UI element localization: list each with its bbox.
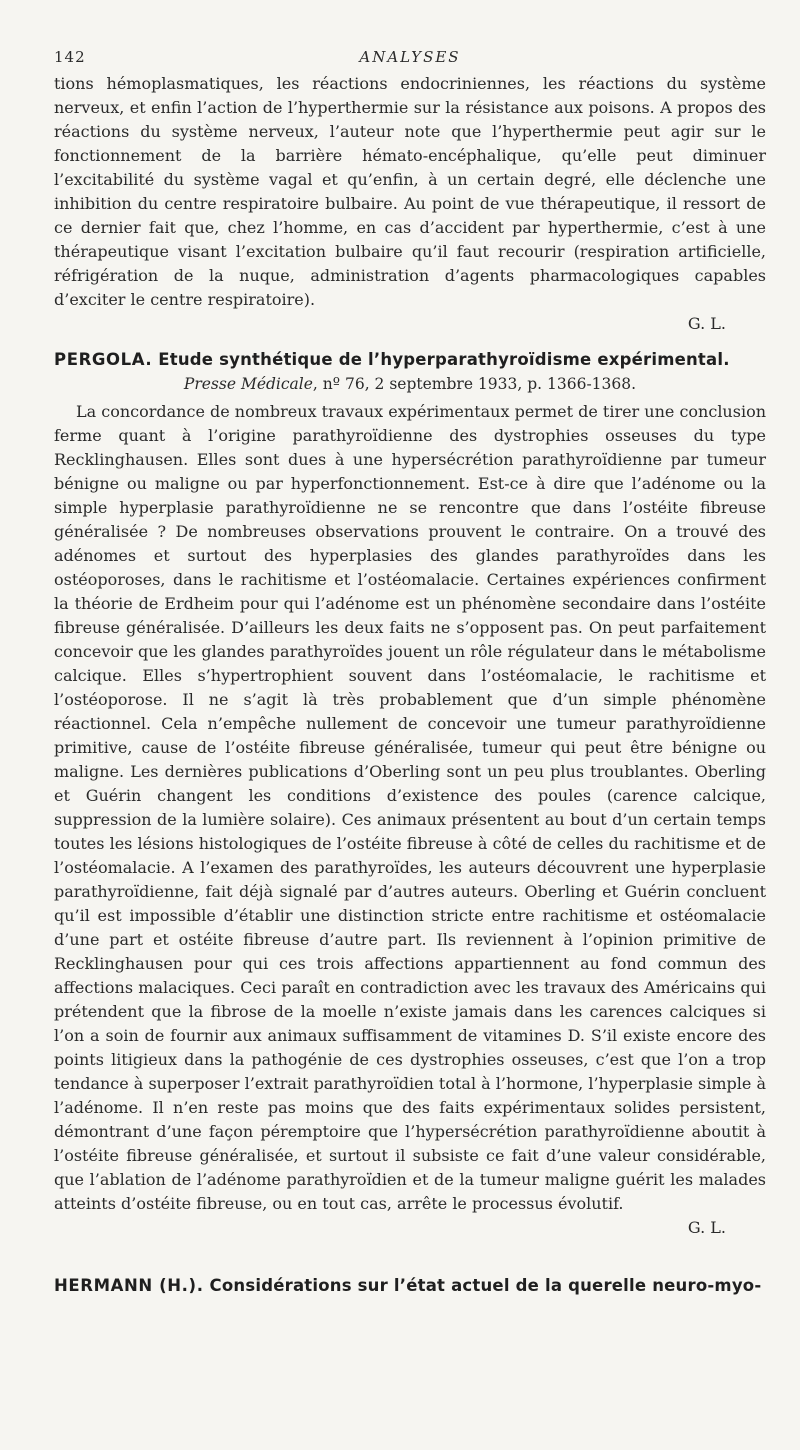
journal-page bbox=[54, 48, 766, 1298]
review-pergola bbox=[54, 348, 766, 1240]
article-heading bbox=[54, 1274, 766, 1298]
review-hyperthermie bbox=[54, 72, 766, 336]
article-author: HERMANN (H.). bbox=[54, 1276, 204, 1295]
running-head bbox=[54, 48, 766, 72]
reviewer-signature: G. L. bbox=[687, 314, 726, 333]
running-title: ANALYSES bbox=[359, 48, 461, 66]
article-title: Etude synthétique de l’hyperparathyroïdisme expérimental. bbox=[158, 350, 730, 369]
article-heading bbox=[54, 348, 766, 372]
journal-name: Presse Médicale bbox=[183, 375, 313, 393]
article-author: PERGOLA. bbox=[54, 350, 153, 369]
article-citation bbox=[54, 372, 766, 396]
reviewer-signature: G. L. bbox=[687, 1218, 726, 1237]
citation-details: , nº 76, 2 septembre 1933, p. 1366-1368. bbox=[312, 375, 637, 393]
review-paragraph: La concordance de nombreux travaux expérimentaux permet de tirer une conclusion ferme quant à l’origine parathyroïdienne des dystrophies osseuses du type Recklinghausen. Elles sont dues à une hypersécrétion parathyroïdienne par tumeur bénigne ou maligne ou par hyperfonctionnement. Est-ce à dire que l’adénome ou la simple hyperplasie parathyroïdienne ne se rencontre que dans l’ostéite fibreuse généralisée ? De nombreuses observations prouvent le contraire. On a trouvé des adénomes et surtout des hyperplasies des glandes parathyroïdes dans les ostéoporoses, dans le rachitisme et l’ostéomalacie. Certaines expériences confirment la théorie de Erdheim pour qui l’adénome est un phénomène secondaire dans l’ostéite fibreuse généralisée. D’ailleurs les deux faits ne s’opposent pas. On peut parfaitement concevoir que les glandes parathyroïdes jouent un rôle régulateur dans le métabolisme calcique. Elles s’hypertrophient souvent dans l’ostéomalacie, le rachitisme et l’ostéoporose. Il ne s’agit là très probablement que d’un simple phénomène réactionnel. Cela n’empêche nullement de concevoir une tumeur parathyroïdienne primitive, cause de l’ostéite fibreuse généralisée, tumeur qui peut être bénigne ou maligne. Les dernières publications d’Oberling sont un peu plus troublantes. Oberling et Guérin changent les conditions d’existence des poules (carence calcique, suppression de la lumière solaire). Ces animaux présentent au bout d’un certain temps toutes les lésions histologiques de l’ostéite fibreuse à côté de celles du rachitisme et de l’ostéomalacie. A l’examen des parathyroïdes, les auteurs découvrent une hyperplasie parathyroïdienne, fait déjà signalé par d’autres auteurs. Oberling et Guérin concluent qu’il est impossible d’établir une distinction stricte entre rachitisme et ostéomalacie d’une part et ostéite fibreuse d’autre part. Ils reviennent à l’opinion primitive de Recklinghausen pour qui ces trois affections appartiennent au fond commun des affections malaciques. Ceci paraît en contradiction avec les travaux des Américains qui prétendent que la fibrose de la moelle n’existe jamais dans les carences calciques si l’on a soin de fournir aux animaux suffisamment de vitamines D. S’il existe encore des points litigieux dans la pathogénie de ces dystrophies osseuses, c’est que l’on a trop tendance à superposer l’extrait parathyroïdien total à l’hormone, l’hyperplasie simple à l’adénome. Il n’en reste pas moins que des faits expérimentaux solides persistent, démontrant d’une façon péremptoire que l’hypersécrétion parathyroïdienne aboutit à l’ostéite fibreuse généralisée, et surtout il subsiste ce fait d’une valeur considérable, que l’ablation de l’adénome parathyroïdien et de la tumeur maligne guérit les malades atteints d’ostéite fibreuse, ou en tout cas, arrête le processus évolutif. bbox=[54, 402, 766, 1213]
review-paragraph: tions hémoplasmatiques, les réactions endocriniennes, les réactions du système nerveux, et enfin l’action de l’hyperthermie sur la résistance aux poisons. A propos des réactions du système nerveux, l’auteur note que l’hyperthermie peut agir sur le fonctionnement de la barrière hémato-encéphalique, qu’elle peut diminuer l’excitabilité du système vagal et qu’enfin, à un certain degré, elle déclenche une inhibition du centre respiratoire bulbaire. Au point de vue thérapeutique, il ressort de ce dernier fait que, chez l’homme, en cas d’accident par hyperthermie, c’est à une thérapeutique visant l’excitation bulbaire qu’il faut recourir (respiration artificielle, réfrigération de la nuque, administration d’agents pharmacologiques capables d’exciter le centre respiratoire). bbox=[54, 74, 766, 309]
article-title: Considérations sur l’état actuel de la querelle neuro-myo- bbox=[209, 1276, 762, 1295]
page-number: 142 bbox=[54, 48, 86, 66]
review-hermann bbox=[54, 1274, 766, 1298]
